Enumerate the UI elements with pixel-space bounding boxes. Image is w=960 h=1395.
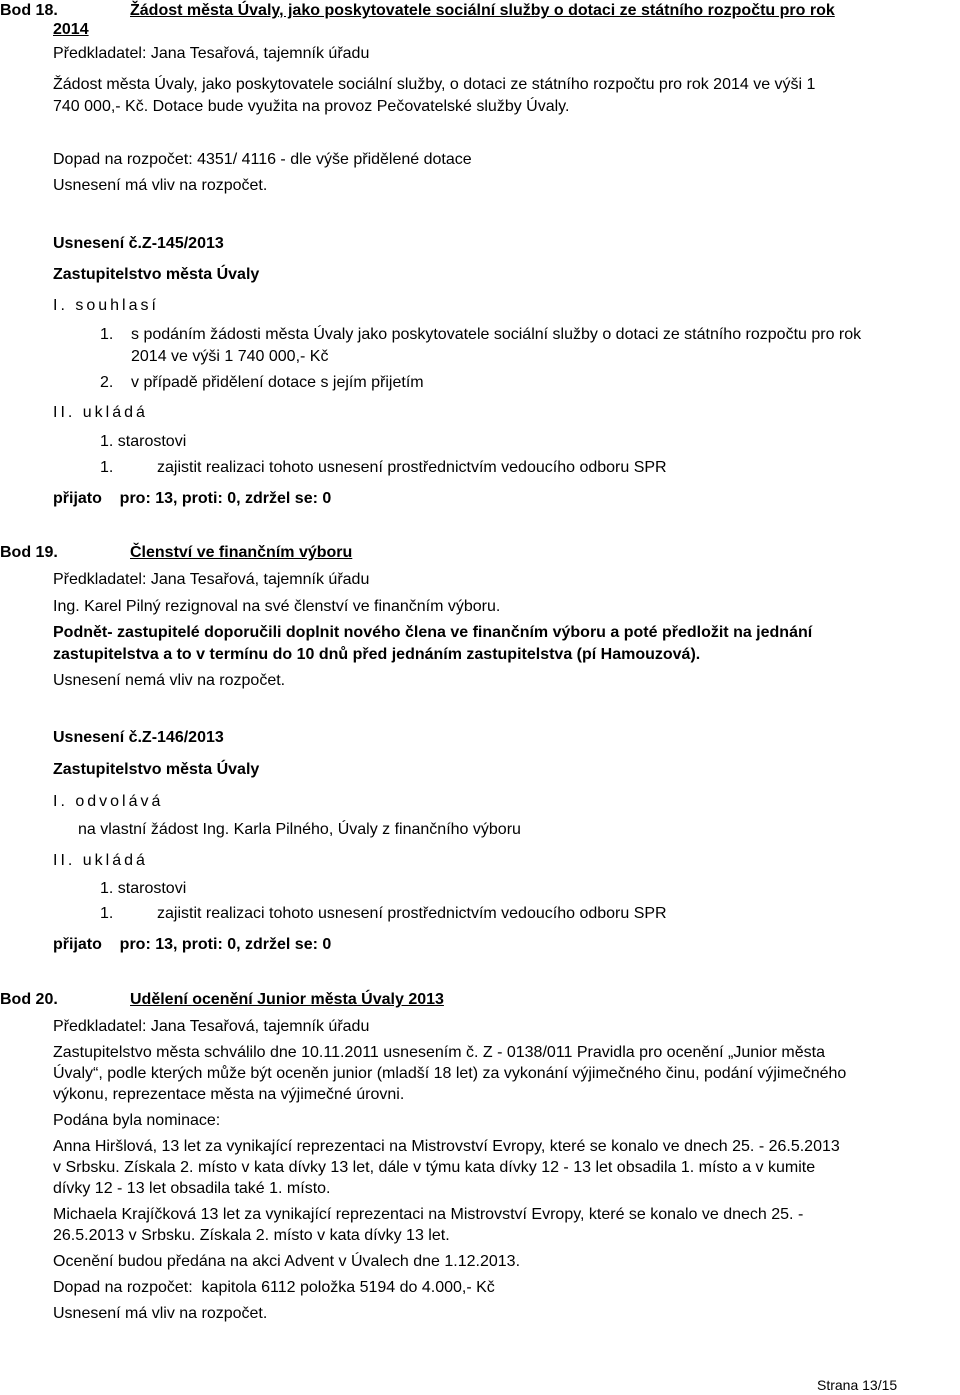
resolution-body: Zastupitelstvo města Úvaly xyxy=(53,761,260,778)
bod20-number: Bod 20. xyxy=(0,991,58,1008)
bod18-title: Žádost města Úvaly, jako poskytovatele sociální služby o dotaci ze státního rozpočtu pro rok xyxy=(130,2,835,19)
nomination-text: Anna Hiršlová, 13 let za vynikající reprezentaci na Mistrovství Evropy, které se konalo ve dnech 25. - 26.5.2013 xyxy=(53,1138,840,1155)
resolution-task-text: zajistit realizaci tohoto usnesení prostřednictvím vedoucího odboru SPR xyxy=(157,459,667,476)
nomination-text-cont: 26.5.2013 v Srbsku. Získala 2. místo v kata dívky 13 let. xyxy=(53,1227,450,1244)
bod20-presenter: Předkladatel: Jana Tesařová, tajemník úřadu xyxy=(53,1018,370,1035)
bod19-number: Bod 19. xyxy=(0,544,58,561)
bod19-description: Ing. Karel Pilný rezignoval na své členství ve finančním výboru. xyxy=(53,598,501,615)
resolution-assignee: 1. starostovi xyxy=(100,433,187,450)
nomination-text-cont: dívky 12 - 13 let obsadila také 1. místo. xyxy=(53,1180,331,1197)
bod19-budget-note: Usnesení nemá vliv na rozpočet. xyxy=(53,672,286,689)
resolution-task-text: zajistit realizaci tohoto usnesení prostřednictvím vedoucího odboru SPR xyxy=(157,905,667,922)
resolution-number: Usnesení č.Z-145/2013 xyxy=(53,235,224,252)
bod18-number: Bod 18. xyxy=(0,2,58,19)
bod20-paragraph-cont: výkonu, reprezentace města na výjimečné úrovni. xyxy=(53,1086,405,1103)
bod18-presenter: Předkladatel: Jana Tesařová, tajemník úřadu xyxy=(53,45,370,62)
bod20-title: Udělení ocenění Junior města Úvaly 2013 xyxy=(130,991,444,1008)
vote-result: přijato pro: 13, proti: 0, zdržel se: 0 xyxy=(53,936,332,953)
bod19-presenter: Předkladatel: Jana Tesařová, tajemník úřadu xyxy=(53,571,370,588)
bod19-suggestion-cont: zastupitelstva a to v termínu do 10 dnů před jednáním zastupitelstva (pí Hamouzová). xyxy=(53,646,701,663)
resolution-number: Usnesení č.Z-146/2013 xyxy=(53,729,224,746)
bod19-title: Členství ve finančním výboru xyxy=(130,544,353,561)
nomination-text: Michaela Krajíčková 13 let za vynikající reprezentaci na Mistrovství Evropy, které se konalo ve dnech 25. - xyxy=(53,1206,804,1223)
resolution-item-text: v případě přidělení dotace s jejím přijetím xyxy=(131,374,424,391)
resolution-task-number: 1. xyxy=(100,459,114,476)
resolution-task-number: 1. xyxy=(100,905,114,922)
bod18-description-cont: 740 000,- Kč. Dotace bude využita na provoz Pečovatelské služby Úvaly. xyxy=(53,98,570,115)
resolution-item-number: 1. xyxy=(100,326,114,343)
resolution-section-label: I. odvolává xyxy=(53,793,164,810)
bod20-paragraph: Zastupitelstvo města schválilo dne 10.11.2011 usnesením č. Z - 0138/011 Pravidla pro ocenění „Junior města xyxy=(53,1044,825,1061)
resolution-item-number: 2. xyxy=(100,374,114,391)
bod20-budget-impact: Dopad na rozpočet: kapitola 6112 položka 5194 do 4.000,- Kč xyxy=(53,1279,495,1296)
resolution-body: Zastupitelstvo města Úvaly xyxy=(53,266,260,283)
page-number: Strana 13/15 xyxy=(817,1377,898,1393)
bod20-budget-note: Usnesení má vliv na rozpočet. xyxy=(53,1305,268,1322)
bod20-paragraph-cont: Úvaly“, podle kterých může být oceněn junior (mladší 18 let) za vykonání výjimečného činu, podání výjimečného xyxy=(53,1065,847,1082)
resolution-assignee: 1. starostovi xyxy=(100,880,187,897)
resolution-item-text: s podáním žádosti města Úvaly jako poskytovatele sociální služby o dotaci ze státního rozpočtu pro rok xyxy=(131,326,862,343)
resolution-section-label: II. ukládá xyxy=(53,404,148,421)
resolution-section-text: na vlastní žádost Ing. Karla Pilného, Úvaly z finančního výboru xyxy=(78,821,521,838)
bod18-budget-note: Usnesení má vliv na rozpočet. xyxy=(53,177,268,194)
resolution-item-text-cont: 2014 ve výši 1 740 000,- Kč xyxy=(131,348,329,365)
vote-result: přijato pro: 13, proti: 0, zdržel se: 0 xyxy=(53,490,332,507)
resolution-section-label: II. ukládá xyxy=(53,852,148,869)
bod19-suggestion: Podnět- zastupitelé doporučili doplnit nového člena ve finančním výboru a poté předložit na jednání xyxy=(53,624,813,641)
bod18-description: Žádost města Úvaly, jako poskytovatele sociální služby, o dotaci ze státního rozpočtu pro rok 2014 ve výši 1 xyxy=(53,76,816,93)
nomination-heading: Podána byla nominace: xyxy=(53,1112,221,1129)
nomination-text-cont: v Srbsku. Získala 2. místo v kata dívky 13 let, dále v týmu kata dívky 12 - 13 let obsadila 1. místo a v kumite xyxy=(53,1159,816,1176)
bod18-budget-impact: Dopad na rozpočet: 4351/ 4116 - dle výše přidělené dotace xyxy=(53,151,472,168)
bod18-title-cont: 2014 xyxy=(53,21,89,38)
award-event: Ocenění budou předána na akci Advent v Úvalech dne 1.12.2013. xyxy=(53,1253,521,1270)
resolution-section-label: I. souhlasí xyxy=(53,297,159,314)
